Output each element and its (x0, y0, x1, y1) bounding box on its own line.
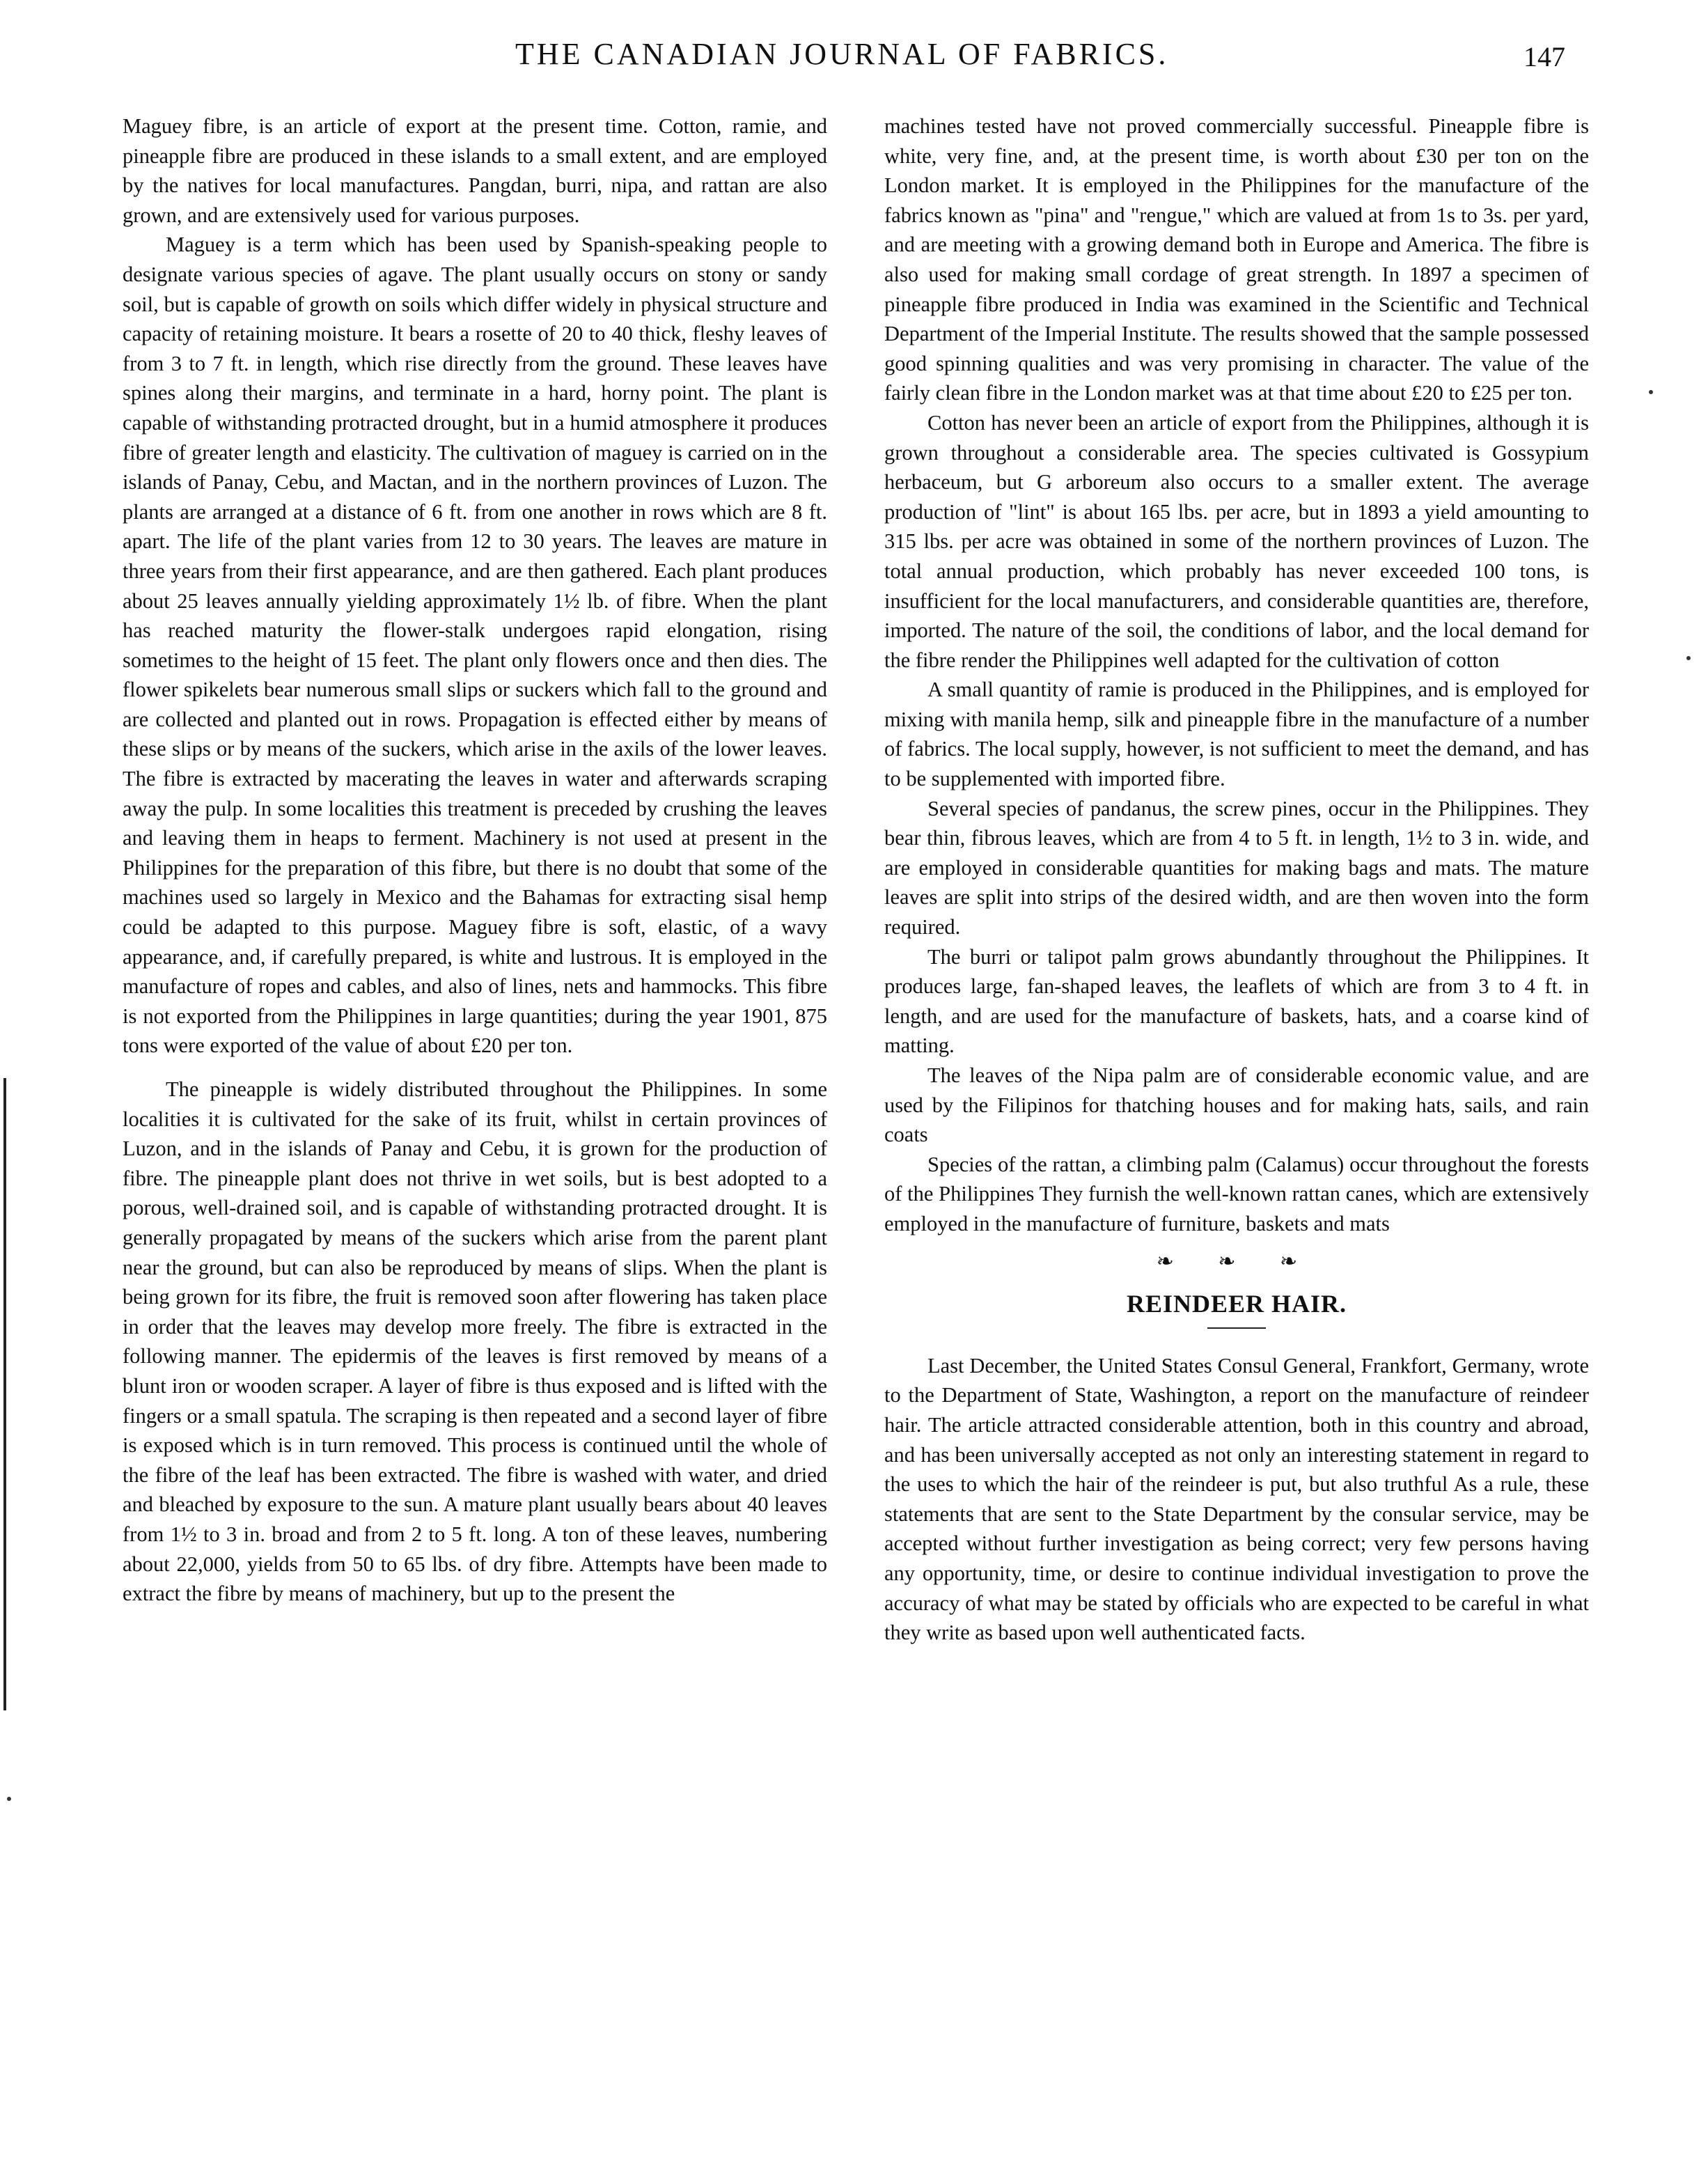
scan-speck (1649, 390, 1653, 394)
paragraph-pineapple: The pineapple is widely distributed throughout the Philippines. In some localities it is cultivated for the sake of its fruit, whilst in certain provinces of Luzon, and in the islands of Panay and Cebu, it is grown for the production of fibre. The pineapple plant does not thrive in wet soils, but is best adopted to a porous, well-drained soil, and is capable of withstanding protracted drought. It is generally propagated by means of the suckers which arise from the parent plant near the ground, but can also be reproduced by means of slips. When the plant is being grown for its fibre, the fruit is removed soon after flowering has taken place in order that the leaves may develop more freely. The fibre is extracted in the following manner. The epidermis of the leaves is first removed by means of a blunt iron or wooden scraper. A layer of fibre is thus exposed and is lifted with the fingers or a small spatula. The scraping is then repeated and a second layer of fibre is exposed which is in turn removed. This process is continued until the whole of the fibre of the leaf has been extracted. The fibre is washed with water, and dried and bleached by exposure to the sun. A mature plant usually bears about 40 leaves from 1½ to 3 in. broad and from 2 to 5 ft. long. A ton of these leaves, numbering about 22,000, yields from 50 to 65 lbs. of dry fibre. Attempts have been made to extract the fibre by means of machinery, but up to the present the (123, 1077, 827, 1606)
scan-speck (1686, 656, 1691, 660)
left-column (123, 111, 827, 1609)
section-ornament: ❧ ❧ ❧ (1156, 1249, 1317, 1273)
journal-title: THE CANADIAN JOURNAL OF FABRICS. (515, 37, 1169, 71)
paragraph-maguey: Maguey is a term which has been used by Spanish-speaking people to designate various species of agave. The plant usually occurs on stony or sandy soil, but is capable of growth on soils which differ widely in physical structure and capacity of retaining moisture. It bears a rosette of 20 to 40 thick, fleshy leaves of from 3 to 7 ft. in length, which rise directly from the ground. These leaves have spines along their margins, and terminate in a hard, horny point. The plant is capable of withstanding protracted drought, but in a humid atmosphere it produces fibre of greater length and elasticity. The cultivation of maguey is carried on in the islands of Panay, Cebu, and Mactan, and in the northern provinces of Luzon. The plants are arranged at a distance of 6 ft. from one another in rows which are 8 ft. apart. The life of the plant varies from 12 to 30 years. The leaves are mature in three years from their first appearance, and are then gathered. Each plant produces about 25 leaves annually yielding approximately 1½ lb. of fibre. When the plant has reached maturity the flower-stalk undergoes rapid elongation, rising sometimes to the height of 15 feet. The plant only flowers once and then dies. The flower spikelets bear numerous small slips or suckers which fall to the ground and are collected and planted out in rows. Propagation is effected either by means of these slips or by means of the suckers, which arise in the axils of the lower leaves. The fibre is extracted by macerating the leaves in water and afterwards scraping away the pulp. In some localities this treatment is preceded by crushing the leaves and leaving them in heaps to ferment. Machinery is not used at present in the Philippines for the preparation of this fibre, but there is no doubt that some of the machines used so largely in Mexico and the Bahamas for extracting sisal hemp could be adapted to this purpose. Maguey fibre is soft, elastic, of a wavy appearance, and, if carefully prepared, is white and lustrous. It is employed in the manufacture of ropes and cables, and also of lines, nets and hammocks. This fibre is not exported from the Philippines in large quantities; during the year 1901, 875 tons were exported of the value of about £20 per ton. (123, 233, 827, 1058)
paragraph-burri: The burri or talipot palm grows abundantly throughout the Philippines. It produces large, fan-shaped leaves, the leaflets of which are from 3 to 4 ft. in length, and are used for the manufacture of baskets, hats, and a coarse kind of matting. (884, 944, 1589, 1058)
paragraph-cotton: Cotton has never been an article of export from the Philippines, although it is grown throughout a considerable area. The species cultivated is Gossypium herbaceum, but G arboreum also occurs to a smaller extent. The average production of "lint" is about 165 lbs. per acre, but in 1893 a yield amounting to 315 lbs. per acre was obtained in some of the northern provinces of Luzon. The total annual production, which probably has never exceeded 100 tons, is insufficient for the local manufacturers, and considerable quantities are, therefore, imported. The nature of the soil, the conditions of labor, and the local demand for the fibre render the Philippines well adapted for the cultivation of cotton (884, 410, 1589, 672)
page-header (0, 36, 1708, 85)
section-rule (1207, 1327, 1266, 1329)
margin-bar (3, 1078, 6, 1710)
paragraph-pandanus: Several species of pandanus, the screw pines, occur in the Philippines. They bear thin, fibrous leaves, which are from 4 to 5 ft. in length, 1½ to 3 in. wide, and are employed in considerable quantities for making bags and mats. The mature leaves are split into strips of the desired width, and are then woven into the form required. (884, 796, 1589, 939)
section-title-reindeer-hair: REINDEER HAIR. (1126, 1290, 1347, 1318)
scan-speck (7, 1797, 11, 1801)
right-column (884, 111, 1589, 1648)
page-number: 147 (1523, 41, 1565, 72)
paragraph-pineapple-continued: machines tested have not proved commercially successful. Pineapple fibre is white, very fine, and, at the present time, is worth about £30 per ton on the London market. It is employed in the Philippines for the manufacture of the fabrics known as "pina" and "rengue," which are valued at from 1s to 3s. per yard, and are meeting with a growing demand both in Europe and America. The fibre is also used for making small cordage of great strength. In 1897 a specimen of pineapple fibre produced in India was examined in the Scientific and Technical Department of the Imperial Institute. The results showed that the sample possessed good spinning qualities and was very promising in character. The value of the fairly clean fibre in the London market was at that time about £20 to £25 per ton. (884, 114, 1589, 405)
paragraph-nipa: The leaves of the Nipa palm are of considerable economic value, and are used by the Filipinos for thatching houses and for making hats, sails, and rain coats (884, 1063, 1589, 1147)
paragraph-ramie: A small quantity of ramie is produced in the Philippines, and is employed for mixing with manila hemp, silk and pineapple fibre in the manufacture of a number of fabrics. The local supply, however, is not sufficient to meet the demand, and has to be supplemented with imported fibre. (884, 678, 1589, 791)
paragraph-maguey-export: Maguey fibre, is an article of export at the present time. Cotton, ramie, and pineapple fibre are produced in these islands to a small extent, and are employed by the natives for local manufactures. Pangdan, burri, nipa, and rattan are also grown, and are extensively used for various purposes. (123, 114, 827, 227)
paragraph-reindeer-hair: Last December, the United States Consul General, Frankfort, Germany, wrote to the Department of State, Washington, a report on the manufacture of reindeer hair. The article attracted considerable attention, both in this country and abroad, and has been universally accepted as not only an interesting statement in regard to the uses to which the hair of the reindeer is put, but also truthful As a rule, these statements that are sent to the State Department by the consular service, may be accepted without further investigation as being correct; very few persons having any opportunity, time, or desire to continue individual investigation to prove the accuracy of what may be stated by officials who are expected to be careful in what they write as based upon well authenticated facts. (884, 1353, 1589, 1645)
paragraph-rattan: Species of the rattan, a climbing palm (Calamus) occur throughout the forests of the Philippines They furnish the well-known rattan canes, which are extensively employed in the manufacture of furniture, baskets and mats (884, 1152, 1589, 1235)
